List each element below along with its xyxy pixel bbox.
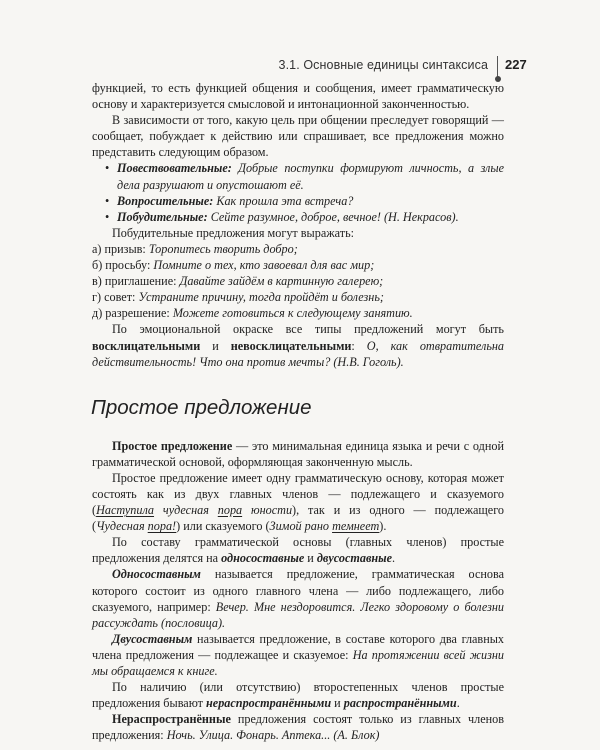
paragraph-one-part: Односоставным называется предложение, грамматическая основа которого состоит из одного главного члена — либо подлежащего, либо сказуемого, например: Вечер. Мне нездоровится. Легко здоровому о болезни рассуждать (пословица).: [92, 567, 505, 630]
section-title: Простое предложение: [91, 395, 312, 419]
page-number: 227: [505, 57, 527, 72]
page-header: [0, 56, 600, 76]
paragraph-definition: Простое предложение — это минимальная единица языка и речи с одной грамматической основой, оформляющая законченную мысль.: [92, 438, 504, 469]
page-body: [92, 80, 504, 743]
paragraph-two-part: Двусоставным называется предложение, в составе которого два главных члена предложения — подлежащее и сказуемое: На протяжении всей жизни мы обращаемся к книге.: [92, 631, 504, 678]
list-item: • Побудительные: Сейте разумное, доброе, вечное! (Н. Некрасов).: [105, 209, 504, 225]
paragraph-emotional: По эмоциональной окраске все типы предложений могут быть восклицательными и невосклицательными: О, как отвратительна действительность! Что она против мечты? (Н.В. Гоголь).: [92, 322, 505, 369]
sentence-types-list: [92, 160, 504, 224]
imperative-expressions-list: [92, 241, 504, 321]
paragraph-grammatical-basis: Простое предложение имеет одну грамматическую основу, которая может состоять как из двух главных членов — подлежащего и сказуемого (Наступила чудесная пора юности), так и из одного — подлежащего (Чудесная пора!) или сказуемого (Зимой рано темнеет).: [92, 470, 504, 534]
running-title: 3.1. Основные единицы синтаксиса: [278, 58, 488, 72]
paragraph-continuation: функцией, то есть функцией общения и сообщения, имеет грамматическую основу и характеризуется смысловой и интонационной законченностью.: [92, 81, 504, 112]
header-divider: [497, 56, 498, 78]
list-item: б) просьбу: Помните о тех, кто завоевал для вас мир;: [92, 258, 375, 273]
list-item: • Вопросительные: Как прошла эта встреча?: [105, 193, 504, 209]
list-item: д) разрешение: Можете готовиться к следующему занятию.: [92, 306, 413, 321]
paragraph-imperative-intro: Побудительные предложения могут выражать:: [112, 225, 355, 240]
paragraph-unextended: Нераспространённые предложения состоят только из главных членов предложения: Ночь. Улица. Фонарь. Аптека... (А. Блок): [92, 712, 504, 743]
list-item: в) приглашение: Давайте зайдём в картинную галерею;: [92, 274, 384, 289]
list-item: • Повествовательные: Добрые поступки формируют личность, а злые дела разрушают и опустошают её.: [105, 160, 504, 192]
paragraph-secondary-members: По наличию (или отсутствию) второстепенных членов простые предложения бывают нераспространёнными и распространёнными.: [92, 680, 504, 711]
list-item: г) совет: Устраните причину, тогда пройдёт и болезнь;: [92, 290, 384, 305]
paragraph-composition: По составу грамматической основы (главных членов) простые предложения делятся на односоставные и двусоставные.: [92, 535, 504, 566]
paragraph-sentence-goal: В зависимости от того, какую цель при общении преследует говорящий — сообщает, побуждает к действию или спрашивает, все предложения можно представить следующим образом.: [92, 113, 504, 160]
list-item: а) призыв: Торопитесь творить добро;: [92, 241, 298, 256]
